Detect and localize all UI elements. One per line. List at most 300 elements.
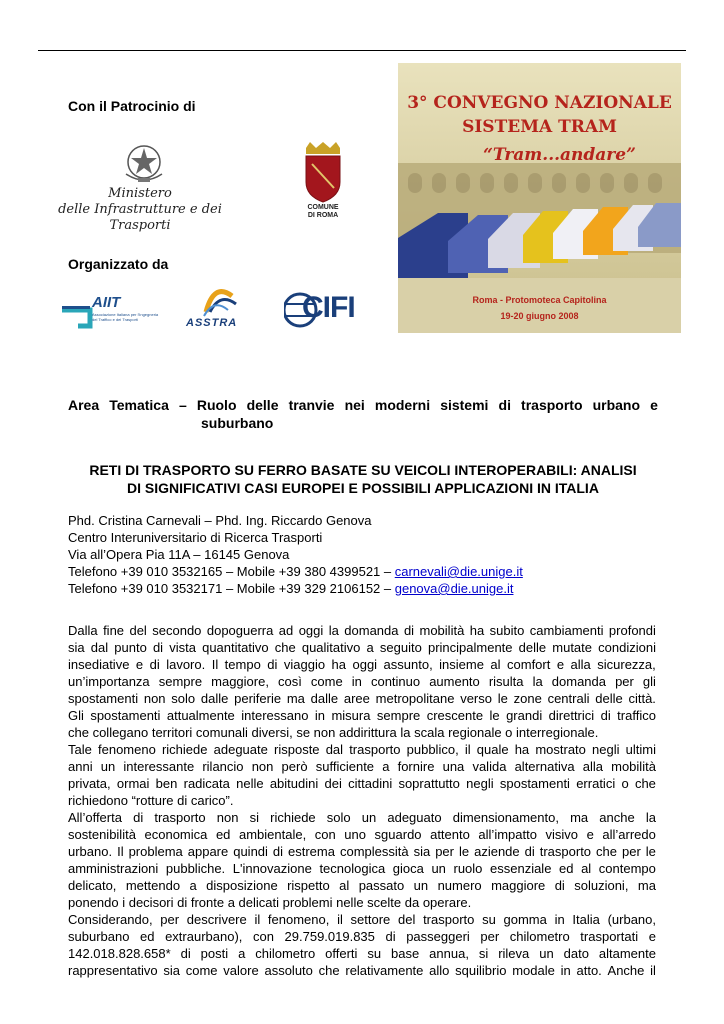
body-word: così	[278, 674, 302, 689]
body-line	[68, 826, 656, 843]
body-word: appare	[187, 844, 229, 859]
body-word: trasportati	[580, 929, 639, 944]
body-line	[68, 656, 656, 673]
body-line	[68, 707, 656, 724]
body-word: lavoro.	[166, 657, 206, 672]
body-word: visivo	[545, 827, 579, 842]
body-word: ed	[140, 929, 155, 944]
body-word: sia	[413, 844, 431, 859]
organizzato-label: Organizzato da	[68, 256, 169, 272]
body-line	[68, 962, 656, 979]
poster-title-2: SISTEMA TRAM	[462, 117, 617, 137]
conference-poster	[398, 63, 681, 333]
body-word: mutate	[552, 640, 593, 655]
body-word: anche	[599, 810, 635, 825]
body-word: ruolo	[453, 861, 483, 876]
body-word: mobilità	[419, 623, 465, 638]
paper-title	[68, 461, 658, 497]
body-word: Italia	[572, 912, 600, 927]
email-link-genova[interactable]: genova@die.unige.it	[394, 581, 514, 596]
body-word: All’offerta	[68, 810, 122, 825]
body-word: trasporto	[349, 742, 401, 757]
poster-title-1: 3° CONVEGNO NAZIONALE	[407, 93, 672, 113]
area-word: e	[650, 397, 658, 413]
area-word: moderni	[374, 397, 431, 413]
comune-line-1: COMUNE	[307, 204, 339, 211]
body-word: contempo	[598, 861, 656, 876]
body-word: Considerando,	[68, 912, 153, 927]
body-word: soluzioni,	[574, 878, 629, 893]
body-word: un	[361, 810, 377, 825]
body-word: delle	[595, 691, 623, 706]
body-word: atto.	[576, 963, 602, 978]
body-word: oggi	[298, 623, 324, 638]
body-line	[68, 877, 656, 894]
body-word: di	[133, 810, 144, 825]
body-word: di	[554, 878, 565, 893]
body-word: subito	[489, 623, 525, 638]
body-word: su	[482, 912, 496, 927]
cifi-name: CIFI	[302, 291, 355, 324]
body-word: continuo	[370, 674, 421, 689]
body-word: metropolitane	[375, 691, 455, 706]
body-word: assunto,	[383, 657, 433, 672]
body-word: uno	[344, 827, 366, 842]
body-word: ma	[637, 878, 656, 893]
body-text	[68, 622, 656, 979]
body-word: dopoguerra	[206, 623, 274, 638]
body-word: fornire	[397, 759, 435, 774]
body-line	[68, 911, 656, 928]
body-word: verso	[460, 691, 492, 706]
asstra-name: ASSTRA	[186, 317, 238, 329]
paper-title-line-2: DI SIGNIFICATIVI CASI EUROPEI E POSSIBILI APPLICAZIONI IN ITALIA	[127, 480, 599, 496]
body-word: zone	[513, 691, 542, 706]
phone-2: Telefono +39 010 3532171 – Mobile +39 329 2106152 –	[68, 581, 395, 596]
body-word: ma	[570, 810, 589, 825]
body-word: altamente	[598, 946, 656, 961]
author-contact-2	[68, 580, 523, 597]
body-word: chilometro	[509, 929, 570, 944]
body-word: di	[267, 657, 278, 672]
body-word: si	[478, 946, 489, 961]
body-word: crescente	[426, 708, 484, 723]
body-word: ambientale,	[238, 827, 307, 842]
authors-block	[68, 512, 523, 597]
body-word: in	[554, 912, 565, 927]
body-line	[68, 809, 656, 826]
comune-roma-label	[296, 204, 350, 220]
patrocinio-label: Con il Patrocinio di	[68, 98, 196, 114]
body-word: rappresentativo	[68, 963, 158, 978]
body-word: la	[532, 674, 543, 689]
body-word: ormai	[116, 776, 150, 791]
body-word: adeguate	[213, 742, 268, 757]
body-word: tempo	[224, 657, 261, 672]
body-word: un	[539, 946, 554, 961]
body-word: condizioni	[598, 640, 656, 655]
body-word: quindi	[233, 844, 268, 859]
body-word: Dalla	[68, 623, 98, 638]
body-word: L'innovazione	[232, 861, 312, 876]
body-word: per	[435, 844, 454, 859]
author-address: Via all’Opera Pia 11A – 16145 Genova	[68, 547, 290, 562]
body-line	[68, 673, 656, 690]
body-word: di	[180, 946, 191, 961]
body-word: ha	[331, 657, 347, 672]
body-word: trasporto	[154, 810, 206, 825]
body-word: Il	[117, 844, 124, 859]
body-word: gioca	[392, 861, 424, 876]
body-word: valore	[223, 963, 259, 978]
body-word: che	[274, 640, 296, 655]
body-word: su	[367, 946, 382, 961]
body-word: domanda	[344, 623, 399, 638]
body-word: essenziale	[490, 861, 552, 876]
body-word: interessante	[123, 759, 195, 774]
body-word: con	[314, 827, 336, 842]
body-word: rispetto	[287, 878, 330, 893]
body-word: economica	[144, 827, 208, 842]
body-word: squilibrio	[455, 963, 507, 978]
body-word: grandi	[506, 708, 543, 723]
body-word: cambiamenti	[529, 623, 604, 638]
author-names: Phd. Cristina Carnevali – Phd. Ing. Riccardo Genova	[68, 513, 372, 528]
body-word: alla	[582, 759, 603, 774]
body-word: e	[586, 827, 594, 842]
body-word: fenomeno,	[267, 912, 330, 927]
body-line	[68, 639, 656, 656]
body-word: estrema	[288, 844, 335, 859]
body-word: Il	[211, 657, 219, 672]
area-word: urbano	[592, 397, 641, 413]
body-word: la	[328, 623, 339, 638]
body-word: e	[556, 657, 565, 672]
email-link-carnevali[interactable]: carnevali@die.unige.it	[394, 564, 523, 579]
body-word: città.	[628, 691, 656, 706]
body-word: attualmente	[166, 708, 235, 723]
body-word: passeggeri	[406, 929, 470, 944]
body-word: gomma	[503, 912, 547, 927]
author-contact-1	[68, 563, 523, 580]
body-word: dalle	[200, 691, 229, 706]
body-word: non	[143, 691, 166, 706]
body-word: trasporto	[539, 844, 592, 859]
body-word: fine	[103, 623, 125, 638]
body-word: alla	[570, 657, 591, 672]
body-word: il	[650, 963, 656, 978]
body-word: vista	[169, 640, 196, 655]
body-word: anni	[68, 759, 93, 774]
body-word: dal	[325, 742, 344, 757]
body-word: valida	[472, 759, 507, 774]
body-word: urbano.	[68, 844, 113, 859]
body-word: seguito	[379, 640, 422, 655]
ministero-line-2: delle Infrastrutture e dei Trasporti	[58, 202, 222, 233]
body-word: ha	[469, 623, 485, 638]
body-word: di	[272, 844, 284, 859]
body-word: il	[254, 912, 261, 927]
body-line	[68, 775, 656, 792]
body-word: pubbliche.	[165, 861, 226, 876]
body-word: posti	[200, 946, 229, 961]
body-word: maggiore	[491, 878, 546, 893]
body-word: pubblico,	[406, 742, 459, 757]
body-word: dei	[324, 776, 342, 791]
body-word: all’arredo	[602, 827, 656, 842]
comune-line-2: DI ROMA	[307, 212, 339, 219]
body-word: al	[339, 878, 350, 893]
body-word: fenomeno	[98, 742, 156, 757]
body-word: richiede	[161, 742, 208, 757]
area-word: nei	[344, 397, 365, 413]
body-word: ed	[559, 861, 574, 876]
area-line-2: suburbano	[201, 415, 274, 431]
body-line: che collegano territori comunali diversi, se non addirittura la scala regionale o interregionale.	[68, 725, 599, 740]
area-word: Tematica	[109, 397, 169, 413]
body-word: per	[615, 674, 634, 689]
body-word: spostamenti	[499, 776, 570, 791]
body-word: le	[458, 844, 470, 859]
body-word: Tale	[68, 742, 92, 757]
body-word: sia	[68, 640, 85, 655]
body-word: un’importanza	[68, 674, 150, 689]
body-word: soprattutto	[398, 776, 460, 791]
body-word: punto	[114, 640, 147, 655]
body-line: richiedono “rotture di carico”.	[68, 793, 234, 808]
body-word: ed	[215, 827, 231, 842]
body-word: chilometro	[255, 946, 316, 961]
body-word: suburbano	[68, 929, 130, 944]
body-word: mettendo	[125, 878, 181, 893]
body-word: nelle	[236, 776, 264, 791]
body-word: mobilità	[611, 759, 656, 774]
body-word: viaggio	[283, 657, 326, 672]
body-word: di	[524, 844, 535, 859]
body-word: qualitativo	[301, 640, 361, 655]
body-word: passato	[358, 878, 405, 893]
body-word: alternativa	[514, 759, 575, 774]
body-word: al	[581, 861, 592, 876]
area-word: Area	[68, 397, 100, 413]
body-word: traffico	[617, 708, 656, 723]
body-line	[68, 945, 656, 962]
body-word: cittadini	[348, 776, 393, 791]
body-word: però	[281, 759, 308, 774]
body-word: per	[621, 844, 641, 859]
body-word: erratici	[576, 776, 616, 791]
body-word: offerti	[325, 946, 358, 961]
body-word: aziende	[474, 844, 520, 859]
body-line	[68, 741, 656, 758]
body-word: relativamente	[345, 963, 424, 978]
body-word: insieme	[439, 657, 484, 672]
body-word: in	[560, 963, 571, 978]
body-word: periferie	[234, 691, 282, 706]
body-word: ma	[286, 691, 305, 706]
body-word: problema	[128, 844, 183, 859]
body-word: base	[391, 946, 420, 961]
body-word: che	[634, 776, 656, 791]
body-word: solo	[326, 810, 351, 825]
body-line	[68, 758, 656, 775]
body-word: modale	[512, 963, 555, 978]
body-word: insediative	[68, 657, 130, 672]
body-word: adeguato	[387, 810, 442, 825]
body-word: aumento	[429, 674, 480, 689]
body-word: solo	[171, 691, 196, 706]
body-word: rileva	[498, 946, 530, 961]
body-word: numero	[437, 878, 482, 893]
body-word: risulta	[488, 674, 524, 689]
body-word: oggi	[352, 657, 378, 672]
body-word: domanda	[551, 674, 606, 689]
body-word: del	[398, 912, 416, 927]
body-word: trasporto	[423, 912, 475, 927]
body-word: dimensionamento,	[452, 810, 559, 825]
body-word: descrivere	[186, 912, 247, 927]
body-word: Gli	[68, 708, 84, 723]
body-word: complessità	[339, 844, 409, 859]
body-word: di	[149, 657, 160, 672]
body-line	[68, 690, 656, 707]
ministero-line-1: Ministero	[108, 186, 172, 201]
body-word: centrali	[547, 691, 590, 706]
body-word: per	[480, 929, 500, 944]
body-word: ha	[514, 742, 530, 757]
body-word: a	[238, 946, 246, 961]
phone-1: Telefono +39 010 3532165 – Mobile +39 380 4399521 –	[68, 564, 395, 579]
body-word: aree	[343, 691, 370, 706]
area-word: –	[178, 397, 187, 413]
body-word: le	[497, 691, 508, 706]
body-word: risposte	[274, 742, 320, 757]
body-word: a	[382, 759, 390, 774]
body-word: per	[160, 912, 180, 927]
body-word: la	[645, 810, 656, 825]
body-word: dalle	[310, 691, 339, 706]
body-word: si	[249, 810, 259, 825]
body-word: sguardo	[374, 827, 422, 842]
body-word: direttrici	[548, 708, 595, 723]
body-word: un	[100, 759, 116, 774]
body-word: il	[337, 912, 343, 927]
body-word: richiede	[270, 810, 316, 825]
area-word: Ruolo	[196, 397, 237, 413]
body-word: all’impatto	[478, 827, 537, 842]
aiit-name: AIIT	[92, 294, 121, 311]
body-word: di	[403, 623, 415, 638]
body-word: profondi	[608, 623, 656, 638]
body-line: ponendo i decisori di fronte a delicati problemi nelle scelte da operare.	[68, 895, 472, 910]
body-word: in	[351, 674, 362, 689]
body-word: rilancio	[202, 759, 244, 774]
body-line	[68, 928, 656, 945]
body-word: annua,	[429, 946, 469, 961]
body-word: mostrato	[535, 742, 586, 757]
body-word: gli	[642, 674, 656, 689]
body-word: al	[490, 657, 501, 672]
body-word: quantitativo	[202, 640, 269, 655]
body-word: ben	[155, 776, 178, 791]
body-word: ultimi	[625, 742, 656, 757]
body-word: spostamenti	[68, 691, 139, 706]
body-word: in	[314, 708, 326, 723]
body-word: o	[621, 776, 629, 791]
body-word: dal	[90, 640, 109, 655]
area-word: sistemi	[440, 397, 489, 413]
body-word: ad	[278, 623, 294, 638]
body-word: allo	[429, 963, 450, 978]
area-word: tranvie	[288, 397, 335, 413]
body-word: assoluto	[264, 963, 313, 978]
ministero-name	[40, 186, 240, 234]
body-word: che	[318, 963, 340, 978]
area-tematica	[68, 396, 658, 432]
body-word: a	[189, 878, 197, 893]
body-word: sicurezza,	[597, 657, 656, 672]
body-word: di	[600, 708, 611, 723]
body-word: come	[185, 963, 218, 978]
poster-dates: 19-20 giugno 2008	[500, 311, 579, 321]
body-word: extraurbano),	[165, 929, 243, 944]
body-word: di	[152, 640, 164, 655]
body-word: e	[648, 929, 656, 944]
body-word: delle	[518, 640, 547, 655]
body-word: settore	[350, 912, 391, 927]
body-word: spostamenti	[90, 708, 161, 723]
body-word: disposizione	[206, 878, 278, 893]
body-word: sostenibilità	[68, 827, 136, 842]
body-word: 29.759.019.835	[284, 929, 375, 944]
body-word: con	[252, 929, 274, 944]
body-word: 142.018.828.658*	[68, 946, 171, 961]
body-word: quale	[476, 742, 509, 757]
body-word: sufficiente	[315, 759, 375, 774]
body-word: principalmente	[427, 640, 513, 655]
paper-title-line-1: RETI DI TRASPORTO SU FERRO BASATE SU VEICOLI INTEROPERABILI: ANALISI	[89, 462, 637, 478]
body-word: sempre	[158, 674, 203, 689]
body-word: sempre	[376, 708, 421, 723]
body-word: un	[431, 861, 446, 876]
body-word: Anche	[607, 963, 645, 978]
body-word: interessano	[241, 708, 309, 723]
body-word: a	[366, 640, 374, 655]
body-word: radicata	[183, 776, 230, 791]
body-line	[68, 622, 656, 639]
body-word: il	[464, 742, 471, 757]
body-word: sia	[163, 963, 180, 978]
header-rule	[38, 50, 686, 51]
body-word: e	[135, 657, 144, 672]
body-word: una	[442, 759, 465, 774]
poster-subtitle: “Tram...andare”	[483, 145, 636, 165]
body-word: un	[413, 878, 429, 893]
area-word: delle	[246, 397, 279, 413]
body-word: attento	[430, 827, 470, 842]
body-word: secondo	[152, 623, 202, 638]
body-word: dato	[563, 946, 589, 961]
body-word: del	[129, 623, 147, 638]
body-word: abitudini	[269, 776, 319, 791]
body-word: tecnologica	[319, 861, 386, 876]
author-center: Centro Interuniversitario di Ricerca Trasporti	[68, 530, 323, 545]
body-line	[68, 843, 656, 860]
body-word: le	[489, 708, 500, 723]
aiit-subtitle: Associazione Italiana per l'Ingegneria del Traffico e dei Trasporti	[92, 312, 159, 322]
body-word: comfort	[507, 657, 551, 672]
area-word: di	[498, 397, 511, 413]
